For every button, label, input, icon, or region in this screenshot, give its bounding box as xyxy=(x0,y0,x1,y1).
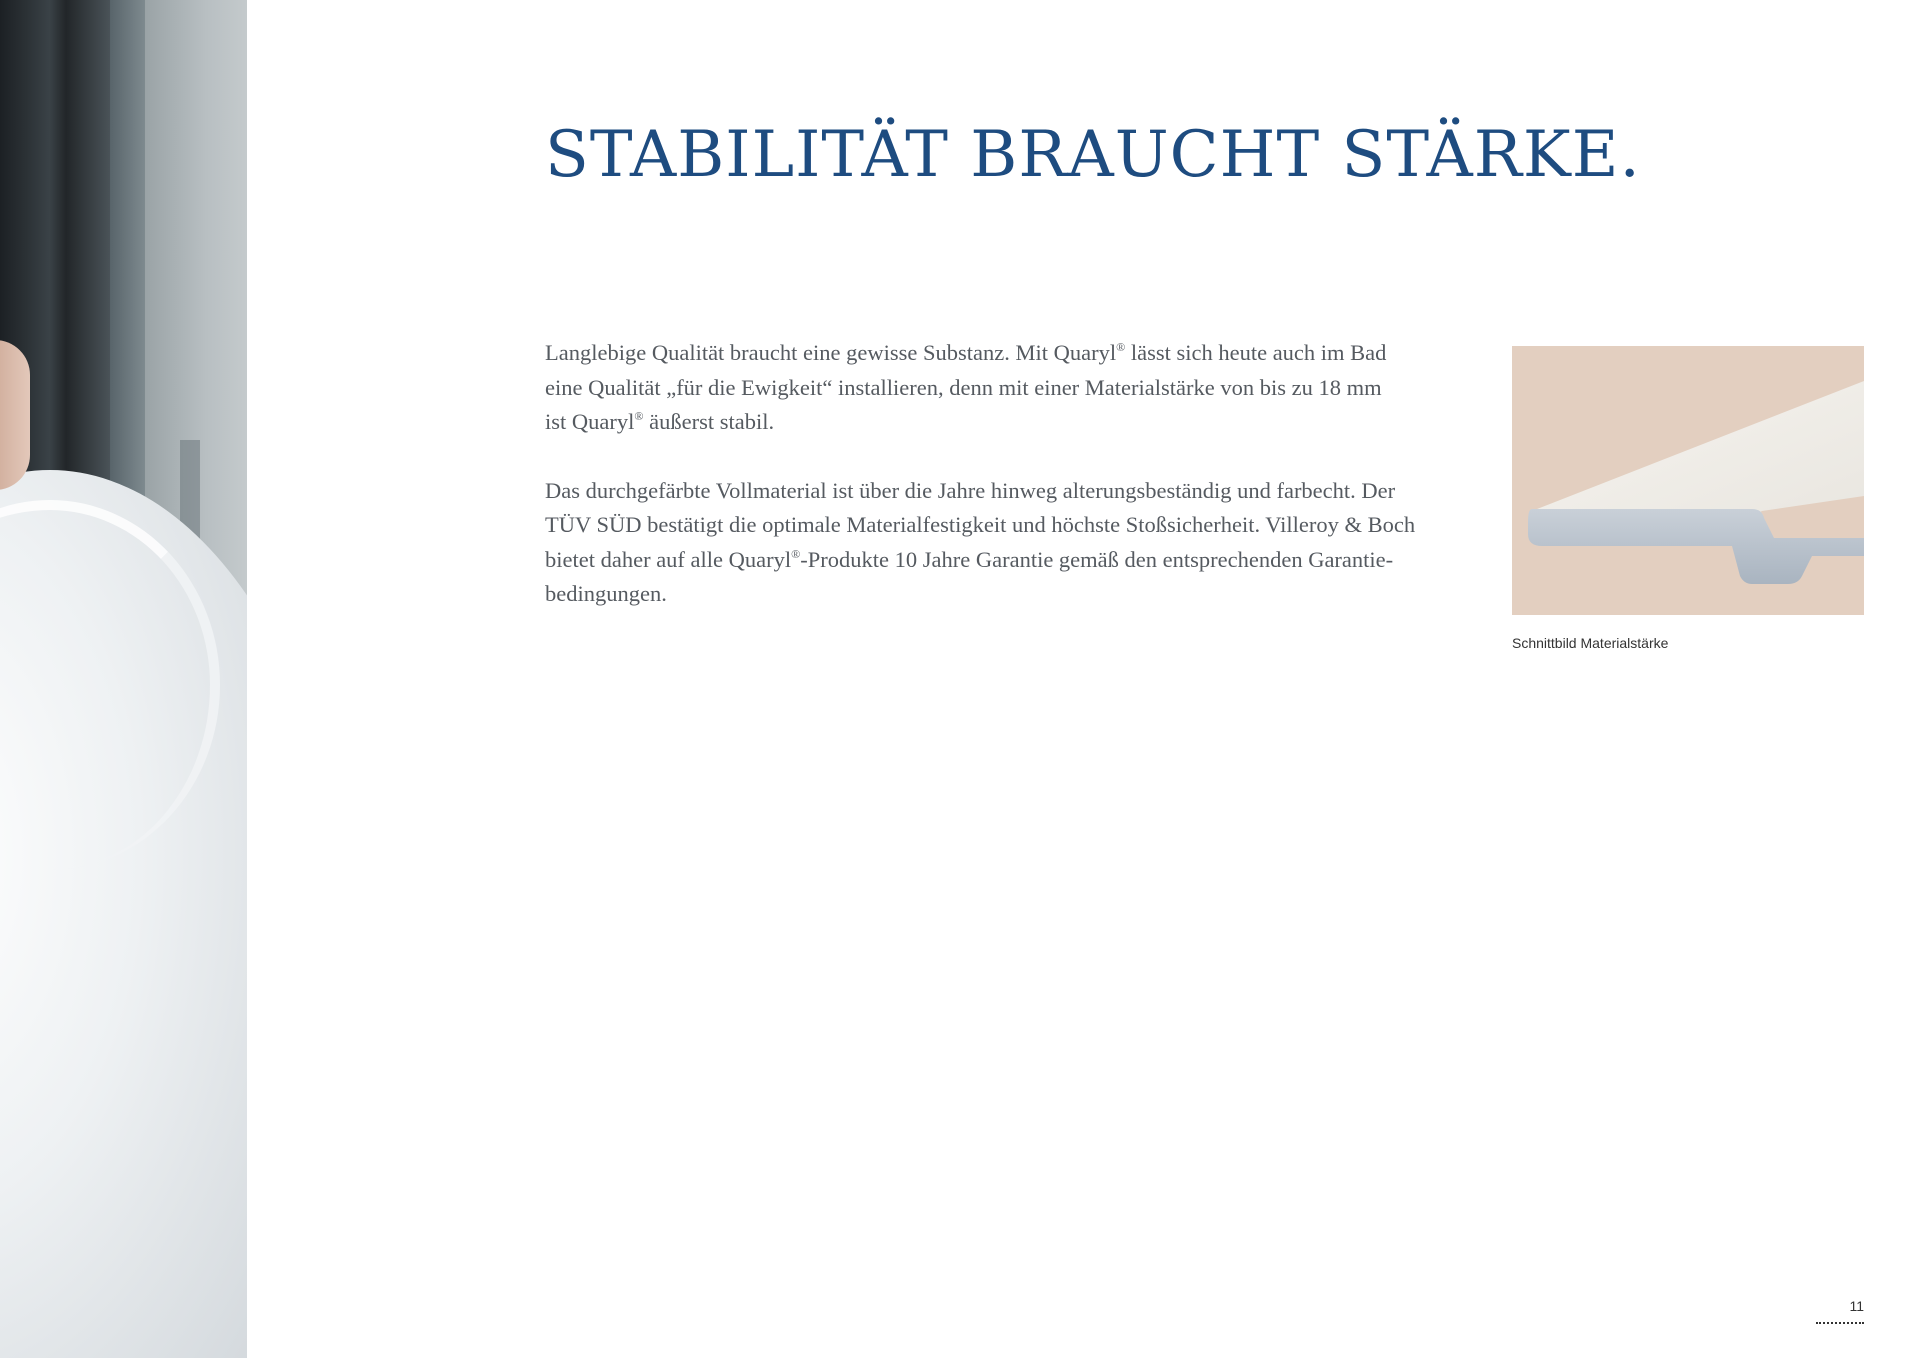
cross-section-drawing xyxy=(1512,346,1864,615)
paragraph-2-line-2: TÜV SÜD bestätigt die optimale Materialfestigkeit und höchste Stoßsicherheit. Villeroy & Boch xyxy=(545,512,1416,537)
body-text xyxy=(545,336,1425,646)
page-title: STABILITÄT BRAUCHT STÄRKE. xyxy=(545,118,1641,192)
registered-mark: ® xyxy=(1116,340,1126,354)
bathtub-photo xyxy=(0,0,247,1358)
page-number-dotted-rule xyxy=(1816,1322,1864,1324)
photo-hand xyxy=(0,340,30,490)
page-number: 11 xyxy=(1849,1298,1864,1314)
material-cross-section-image xyxy=(1512,346,1864,615)
paragraph-2-line-4: bedingungen. xyxy=(545,581,667,606)
paragraph-1-line-1a: Langlebige Qualität braucht eine gewisse Substanz. Mit Quaryl xyxy=(545,340,1117,365)
paragraph-2-line-3b: -Produkte 10 Jahre Garantie gemäß den entsprechenden Garantie- xyxy=(800,546,1394,572)
paragraph-1 xyxy=(545,336,1425,440)
paragraph-2 xyxy=(545,474,1425,612)
paragraph-2-line-3a: bietet daher auf alle Quaryl xyxy=(545,546,792,572)
paragraph-2-line-1: Das durchgefärbte Vollmaterial ist über die Jahre hinweg alterungsbeständig und farbecht. Der xyxy=(545,477,1396,503)
paragraph-1-line-3a: ist Quaryl xyxy=(545,409,635,434)
image-caption: Schnittbild Materialstärke xyxy=(1512,635,1669,651)
paragraph-1-line-1b: lässt sich heute auch im Bad xyxy=(1125,340,1387,365)
registered-mark: ® xyxy=(634,409,644,423)
photo-window-mullion xyxy=(110,0,145,560)
paragraph-1-line-2: eine Qualität „für die Ewigkeit“ installieren, denn mit einer Materialstärke von bis zu 18 mm xyxy=(545,374,1382,400)
paragraph-1-line-3b: äußerst stabil. xyxy=(643,409,775,434)
registered-mark: ® xyxy=(791,546,801,561)
